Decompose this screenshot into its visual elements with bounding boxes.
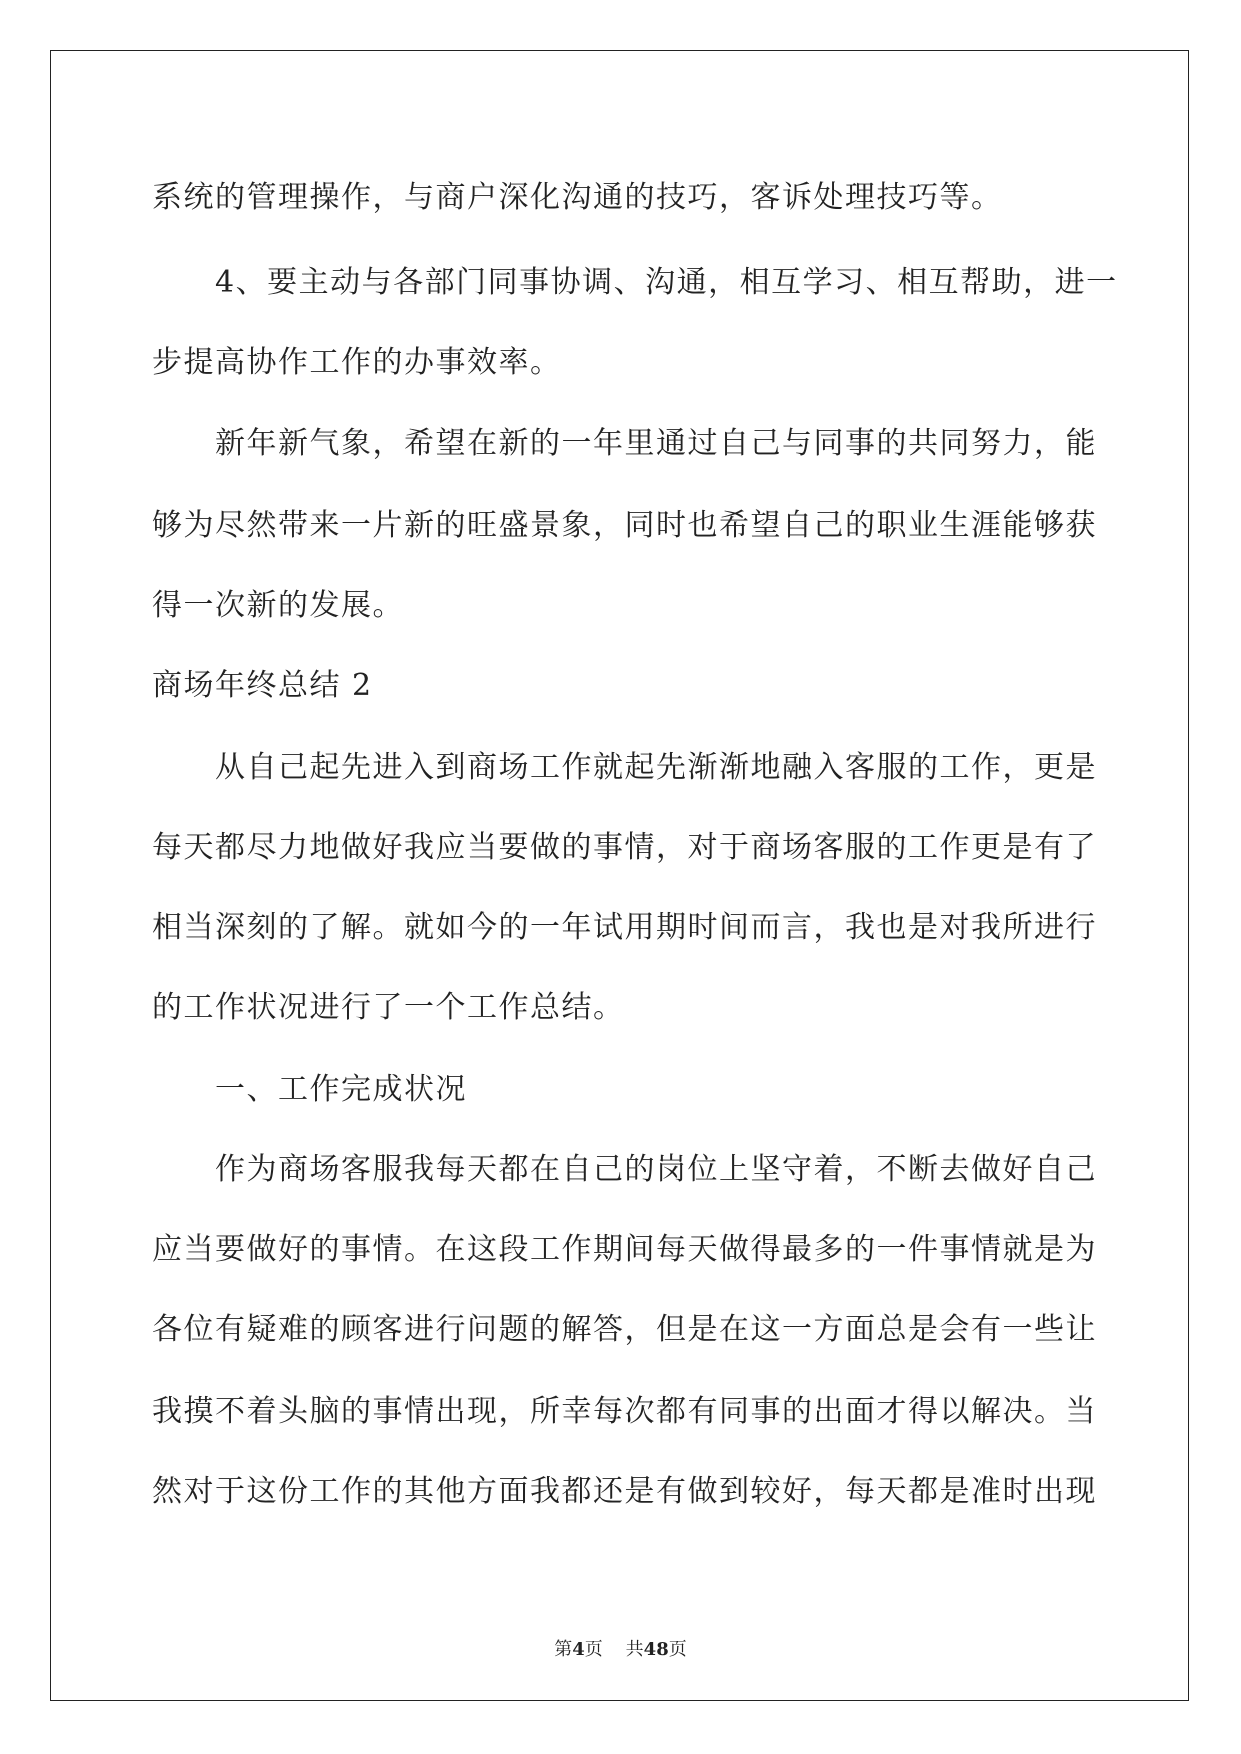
- paragraph-line: 的工作状况进行了一个工作总结。: [152, 990, 625, 1025]
- paragraph-line: 我摸不着头脑的事情出现，所幸每次都有同事的出面才得以解决。当: [152, 1394, 1097, 1429]
- paragraph-line: 作为商场客服我每天都在自己的岗位上坚守着，不断去做好自己: [215, 1152, 1097, 1187]
- paragraph-line: 每天都尽力地做好我应当要做的事情，对于商场客服的工作更是有了: [152, 830, 1097, 865]
- paragraph-line: 各位有疑难的顾客进行问题的解答，但是在这一方面总是会有一些让: [152, 1312, 1097, 1347]
- paragraph-line: 步提高协作工作的办事效率。: [152, 345, 562, 380]
- subsection-heading: 一、工作完成状况: [215, 1072, 467, 1107]
- total-prefix: 共: [625, 1639, 644, 1660]
- page-suffix: 页: [584, 1639, 603, 1660]
- page-number: 4: [572, 1639, 585, 1660]
- paragraph-line: 得一次新的发展。: [152, 588, 404, 623]
- page-footer: [0, 1635, 1241, 1661]
- total-pages: 48: [643, 1639, 669, 1660]
- paragraph-line: 相当深刻的了解。就如今的一年试用期时间而言，我也是对我所进行: [152, 910, 1097, 945]
- paragraph-line: 新年新气象，希望在新的一年里通过自己与同事的共同努力，能: [215, 426, 1097, 461]
- paragraph-line: 够为尽然带来一片新的旺盛景象，同时也希望自己的职业生涯能够获: [152, 508, 1097, 543]
- paragraph-line: 从自己起先进入到商场工作就起先渐渐地融入客服的工作，更是: [215, 750, 1097, 785]
- total-suffix: 页: [668, 1639, 687, 1660]
- paragraph-line: 系统的管理操作，与商户深化沟通的技巧，客诉处理技巧等。: [152, 180, 1003, 215]
- paragraph-line: 应当要做好的事情。在这段工作期间每天做得最多的一件事情就是为: [152, 1232, 1097, 1267]
- page-prefix: 第: [554, 1639, 573, 1660]
- paragraph-line: 然对于这份工作的其他方面我都还是有做到较好，每天都是准时出现: [152, 1474, 1097, 1509]
- section-heading: 商场年终总结 2: [152, 668, 373, 703]
- paragraph-line: 4、要主动与各部门同事协调、沟通，相互学习、相互帮助，进一: [215, 265, 1118, 300]
